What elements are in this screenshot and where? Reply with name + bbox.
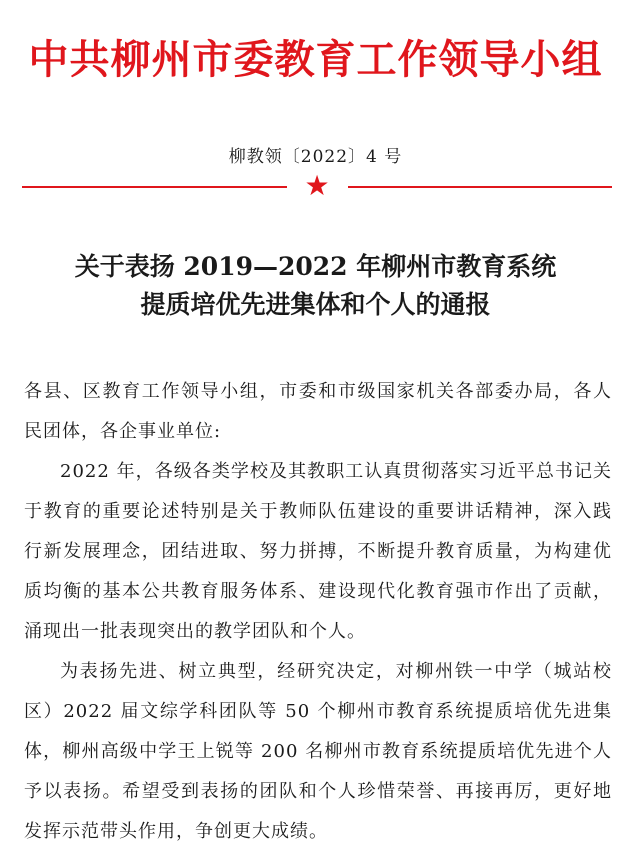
body-paragraph-1: 2022 年，各级各类学校及其教职工认真贯彻落实习近平总书记关于教育的重要论述特别是关于教师队伍建设的重要讲话精神，深入践行新发展理念，团结进取、努力拼搏，不断提升教育质量，为构建优质均衡的基本公共教育服务体系、建设现代化教育强市作出了贡献，涌现出一批表现突出的教学团队和个人。 xyxy=(24,461,612,642)
document-title xyxy=(0,248,631,324)
masthead: 中共柳州市委教育工作领导小组 xyxy=(28,36,603,83)
red-star-icon: ★ xyxy=(304,169,330,202)
red-divider xyxy=(0,169,631,202)
salutation: 各县、区教育工作领导小组，市委和市级国家机关各部委办局，各人民团体，各企事业单位: xyxy=(24,381,612,442)
body-paragraph-2: 为表扬先进、树立典型，经研究决定，对柳州铁一中学（城站校区）2022 届文综学科团队等 50 个柳州市教育系统提质培优先进集体，柳州高级中学王上锐等 200 名柳州市教育系统提质培优先进个人予以表扬。希望受到表扬的团队和个人珍惜荣誉、再接再厉，更好地发挥示范带头作用，争创更大成绩。 xyxy=(24,661,612,842)
title-line-2: 提质培优先进集体和个人的通报 xyxy=(140,290,491,319)
title-line-1: 关于表扬 2019—2022 年柳州市教育系统 xyxy=(74,252,557,281)
document-body xyxy=(24,372,612,849)
document-number: 柳教领〔2022〕4 号 xyxy=(228,147,403,167)
divider-line-left xyxy=(22,186,287,188)
divider-line-right xyxy=(348,186,612,188)
